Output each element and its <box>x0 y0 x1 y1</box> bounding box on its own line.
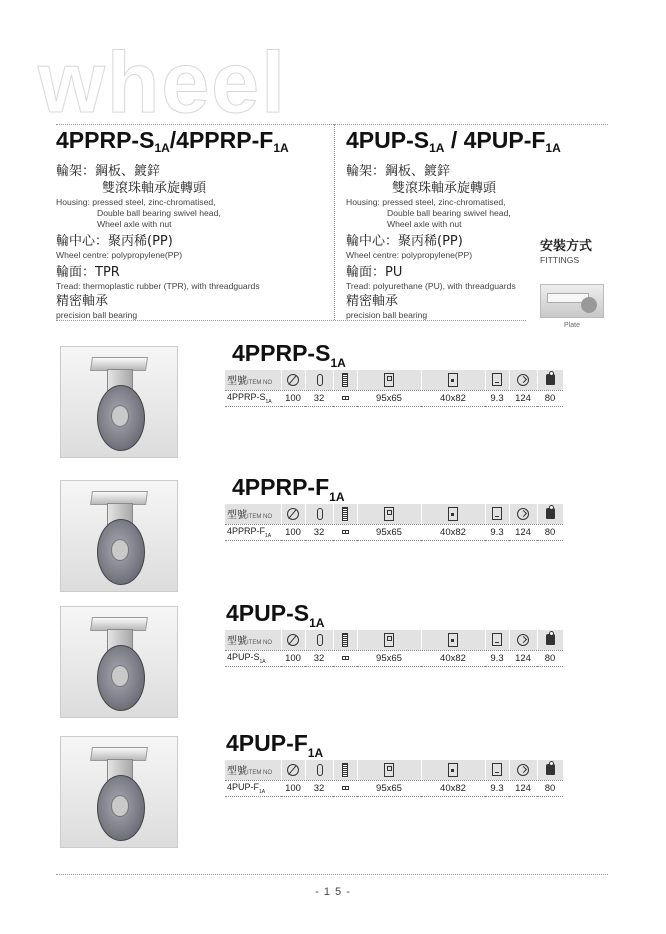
ball-bearing-icon <box>342 396 349 400</box>
footer-divider <box>56 874 608 875</box>
item-no-value: $4PUP-F_{1A}$ <box>225 780 281 796</box>
centre-en: Wheel centre: polypropylene(PP) <box>56 249 183 260</box>
wheel-diameter-icon <box>287 634 299 646</box>
bearing-cn: 精密軸承 <box>56 293 109 309</box>
housing-cn-2: 雙滾珠軸承旋轉頭 <box>102 180 207 196</box>
ball-bearing-icon <box>342 530 349 534</box>
tread-width-icon <box>314 763 324 777</box>
tread-en: Tread: thermoplastic rubber (TPR), with threadguards <box>56 280 260 291</box>
bearing-en: precision ball bearing <box>346 309 428 320</box>
centre-cn: 輪中心：聚丙稀(PP) <box>346 233 463 249</box>
housing-spec <box>56 163 328 230</box>
tread-spec <box>346 264 542 292</box>
spec-value: 80 <box>537 390 563 406</box>
bearing-cell <box>333 524 357 540</box>
offset-icon <box>492 763 502 776</box>
product-4 <box>0 730 666 850</box>
spec-value: 40x82 <box>421 650 485 666</box>
item-no-value: $4PUP-S_{1A}$ <box>225 650 281 666</box>
spec-value: 124 <box>509 650 537 666</box>
offset-icon <box>492 633 502 646</box>
tread-en: Tread: polyurethane (PU), with threadguards <box>346 280 516 291</box>
bearing-spec <box>346 293 542 321</box>
spec-value: 124 <box>509 524 537 540</box>
tread-width-icon <box>314 507 324 521</box>
spec-value: 9.3 <box>485 390 509 406</box>
product-3 <box>0 600 666 720</box>
spec-table <box>225 630 564 667</box>
tread-spec <box>56 264 328 292</box>
spec-value: 95x65 <box>357 650 421 666</box>
overall-height-icon <box>517 764 529 776</box>
bearing-type-icon <box>342 633 348 647</box>
table-row <box>225 524 563 540</box>
spec-table <box>225 504 564 541</box>
spec-value: 32 <box>305 780 333 796</box>
item-no-header: 型號ITEM NO <box>225 760 281 780</box>
item-no-header: 型號ITEM NO <box>225 370 281 390</box>
spec-title-pprp: $4PPRP-S_{1A}/4PPRP-F_{1A}$ <box>56 127 289 155</box>
wheel-diameter-icon <box>287 374 299 386</box>
spec-value: 100 <box>281 390 305 406</box>
housing-en-3: Wheel axle with nut <box>387 218 462 229</box>
spec-value: 9.3 <box>485 650 509 666</box>
housing-cn: 輪架：鋼板、鍍鋅 <box>346 163 451 179</box>
spec-value: 124 <box>509 780 537 796</box>
tread-width-icon <box>314 633 324 647</box>
housing-cn-2: 雙滾珠軸承旋轉頭 <box>392 180 497 196</box>
caster-photo <box>60 480 178 592</box>
spec-value: 100 <box>281 650 305 666</box>
load-capacity-icon <box>546 374 555 385</box>
fittings-cn: 安裝方式 <box>540 239 593 254</box>
spec-value: 80 <box>537 780 563 796</box>
centre-cn: 輪中心：聚丙稀(PP) <box>56 233 173 249</box>
bearing-spec <box>56 293 328 321</box>
product-title: $4PPRP-S_{1A}$ <box>232 340 346 370</box>
housing-en: Housing: pressed steel, zinc-chromatised, <box>346 196 506 207</box>
spec-value: 32 <box>305 524 333 540</box>
tread-cn: 輪面：PU <box>346 264 403 280</box>
bearing-type-icon <box>342 507 348 521</box>
tread-cn: 輪面：TPR <box>56 264 120 280</box>
spec-value: 32 <box>305 390 333 406</box>
housing-en-3: Wheel axle with nut <box>97 218 172 229</box>
spec-value: 32 <box>305 650 333 666</box>
caster-photo <box>60 736 178 848</box>
top-divider <box>56 124 608 125</box>
bolt-hole-icon <box>448 763 458 777</box>
spec-column-pprp <box>56 126 328 321</box>
spec-value: 124 <box>509 390 537 406</box>
product-title: $4PUP-F_{1A}$ <box>226 730 324 760</box>
centre-spec <box>56 233 328 261</box>
plate-size-icon <box>384 373 394 387</box>
plate-label: Plate <box>564 322 580 329</box>
fittings-en: FITTINGS <box>540 255 580 265</box>
spec-value: 100 <box>281 524 305 540</box>
bolt-hole-icon <box>448 507 458 521</box>
spec-value: 9.3 <box>485 524 509 540</box>
tread-width-icon <box>314 373 324 387</box>
spec-value: 80 <box>537 650 563 666</box>
spec-value: 100 <box>281 780 305 796</box>
centre-en: Wheel centre: polypropylene(PP) <box>346 249 473 260</box>
product-title: $4PUP-S_{1A}$ <box>226 600 325 630</box>
product-1 <box>0 340 666 460</box>
spec-value: 40x82 <box>421 524 485 540</box>
load-capacity-icon <box>546 634 555 645</box>
ball-bearing-icon <box>342 656 349 660</box>
bearing-cell <box>333 390 357 406</box>
offset-icon <box>492 373 502 386</box>
watermark-wheel: wheel <box>38 35 287 131</box>
plate-fitting-image <box>540 284 604 318</box>
spec-value: 40x82 <box>421 780 485 796</box>
bearing-cell <box>333 650 357 666</box>
spec-value: 40x82 <box>421 390 485 406</box>
item-no-value: $4PPRP-S_{1A}$ <box>225 390 281 406</box>
bolt-hole-icon <box>448 373 458 387</box>
ball-bearing-icon <box>342 786 349 790</box>
table-row <box>225 390 563 406</box>
housing-cn: 輪架：鋼板、鍍鋅 <box>56 163 161 179</box>
bearing-cell <box>333 780 357 796</box>
spec-value: 95x65 <box>357 390 421 406</box>
overall-height-icon <box>517 508 529 520</box>
bearing-type-icon <box>342 373 348 387</box>
product-2 <box>0 474 666 594</box>
load-capacity-icon <box>546 764 555 775</box>
centre-spec <box>346 233 542 261</box>
fittings-panel <box>540 238 620 329</box>
bearing-cn: 精密軸承 <box>346 293 399 309</box>
table-row <box>225 650 563 666</box>
housing-spec <box>346 163 542 230</box>
caster-photo <box>60 606 178 718</box>
bolt-hole-icon <box>448 633 458 647</box>
item-no-header: 型號ITEM NO <box>225 630 281 650</box>
caster-photo <box>60 346 178 458</box>
page-number: - 1 5 - <box>315 886 351 898</box>
load-capacity-icon <box>546 508 555 519</box>
plate-size-icon <box>384 507 394 521</box>
spec-value: 80 <box>537 524 563 540</box>
wheel-diameter-icon <box>287 508 299 520</box>
overall-height-icon <box>517 374 529 386</box>
plate-size-icon <box>384 633 394 647</box>
product-title: $4PPRP-F_{1A}$ <box>232 474 345 504</box>
spec-title-pup: $4PUP-S_{1A} / 4PUP-F_{1A}$ <box>346 127 561 155</box>
spec-value: 9.3 <box>485 780 509 796</box>
bearing-en: precision ball bearing <box>56 309 138 320</box>
item-no-header: 型號ITEM NO <box>225 504 281 524</box>
spec-table <box>225 760 564 797</box>
table-row <box>225 780 563 796</box>
spec-table <box>225 370 564 407</box>
overall-height-icon <box>517 634 529 646</box>
offset-icon <box>492 507 502 520</box>
plate-size-icon <box>384 763 394 777</box>
housing-en: Housing: pressed steel, zinc-chromatised, <box>56 196 216 207</box>
bearing-type-icon <box>342 763 348 777</box>
spec-value: 95x65 <box>357 780 421 796</box>
spec-value: 95x65 <box>357 524 421 540</box>
housing-en-2: Double ball bearing swivel head, <box>97 207 221 218</box>
item-no-value: $4PPRP-F_{1A}$ <box>225 524 281 540</box>
wheel-diameter-icon <box>287 764 299 776</box>
column-divider <box>334 124 335 320</box>
housing-en-2: Double ball bearing swivel head, <box>387 207 511 218</box>
